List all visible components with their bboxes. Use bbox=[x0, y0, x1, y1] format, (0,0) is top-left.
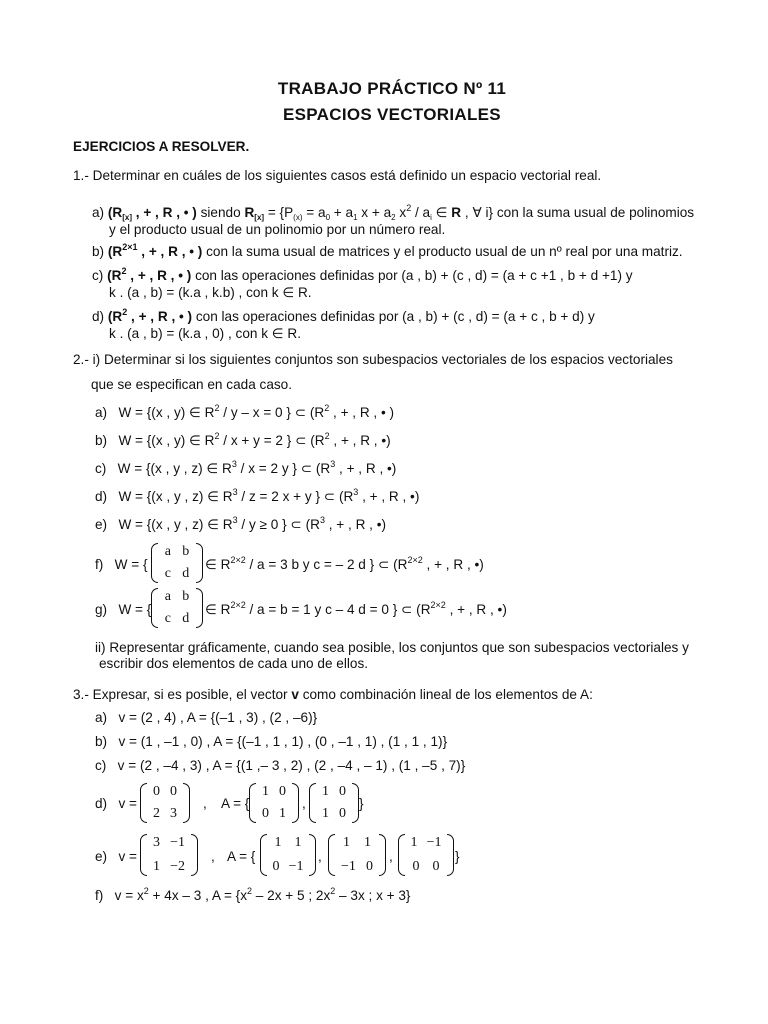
vector-matrix-3d: 0 0 2 3 bbox=[140, 783, 190, 823]
exercise-2f-label: f) W = { bbox=[95, 557, 148, 572]
page-title: TRABAJO PRÁCTICO Nº 11 bbox=[277, 79, 507, 98]
exercise-2-ii-line2: escribir dos elementos de cada uno de ellos. bbox=[99, 656, 369, 671]
exercise-1a: a) ($R_{[x]}$ , + , R , • ) siendo $R_{[x]} = \{P_{(x)} = a_0 + a_1$ $x + a_2$ $x^2 / a_i$ ∈ R , ∀ i} con la suma usual de polinomios bbox=[92, 203, 695, 222]
exercise-1a-line2: y el producto usual de un polinomio por un número real. bbox=[109, 222, 446, 237]
matrix-3e-3: 1 −1 0 0 bbox=[398, 834, 454, 876]
exercise-3d-set: A = { bbox=[221, 796, 250, 811]
matrix-2f: a b c d bbox=[151, 543, 203, 583]
exercise-3e-label: e) v = bbox=[95, 849, 137, 864]
exercise-2b: b) W = {(x , y) ∈ $R^2 / x + y = 2$ } ⊂ ($R^2$ , + , R , •) bbox=[95, 431, 391, 448]
exercise-2-intro: 2.- i) Determinar si los siguientes conjuntos son subespacios vectoriales de los espacios vectoriales bbox=[73, 352, 673, 367]
matrix-3e-2: 1 1 −1 0 bbox=[328, 834, 386, 876]
section-heading: EJERCICIOS A RESOLVER. bbox=[73, 139, 250, 154]
exercise-2c: c) W = {(x , y , z) ∈ $R^3 / x = 2$ y } ⊂ ($R^3$ , + , R , •) bbox=[95, 459, 397, 476]
matrix-3d-2: 1 0 1 0 bbox=[309, 783, 359, 823]
matrix-2g: a b c d bbox=[151, 588, 203, 628]
exercise-3e-set: A = { bbox=[227, 849, 256, 864]
exercise-3e-comma-1: , bbox=[318, 849, 322, 864]
exercise-3a: a) v = (2 , 4) , A = {(–1 , 3) , (2 , –6)} bbox=[95, 710, 318, 725]
page-subtitle: ESPACIOS VECTORIALES bbox=[283, 105, 501, 124]
exercise-3-intro: 3.- Expresar, si es posible, el vector v como combinación lineal de los elementos de A: bbox=[73, 687, 593, 702]
vector-matrix-3e: 3 −1 1 −2 bbox=[140, 834, 198, 876]
exercise-3d-close: } bbox=[359, 796, 364, 811]
item-label: a) bbox=[92, 205, 105, 220]
exercise-1b: b) ($R^{2\times 1}$ , + , R , • ) con la suma usual de matrices y el producto usual de un nº real por una matriz. bbox=[92, 242, 683, 259]
exercise-1d: d) ($R^2$ , + , R , • ) con las operaciones definidas por (a , b) + (c , d) = (a + c , b + d) y bbox=[92, 307, 595, 324]
exercise-1d-line2: k . (a , b) = (k.a , 0) , con k ∈ R. bbox=[109, 326, 302, 341]
exercise-3e-close: } bbox=[455, 849, 460, 864]
exercise-1c: c) ($R^2$ , + , R , • ) con las operaciones definidas por (a , b) + (c , d) = (a + c +1 , b + d +1) y bbox=[92, 266, 633, 283]
exercise-2e: e) W = {(x , y , z) ∈ $R^3 / y \ge 0$ } ⊂ ($R^3$ , + , R , •) bbox=[95, 515, 387, 532]
exercise-2-ii: ii) Representar gráficamente, cuando sea posible, los conjuntos que son subespacios vectoriales y bbox=[95, 640, 689, 655]
matrix-3d-1: 1 0 0 1 bbox=[249, 783, 299, 823]
exercise-2f-condition: ∈ $R^{2\times 2} / a = 3$ b y c = – 2 d } ⊂ ($R^{2\times 2}$ , + , R , •) bbox=[205, 555, 484, 572]
exercise-3d-label: d) v = bbox=[95, 796, 137, 811]
exercise-2d: d) W = {(x , y , z) ∈ $R^3 / z = 2$ x + y } ⊂ ($R^3$ , + , R , •) bbox=[95, 487, 420, 504]
exercise-3f: f) $v = x^2 + 4x - 3$ , $A = \{x^2 - 2x + 5$ ; $2x^2 - 3x$ ; x + 3} bbox=[95, 886, 411, 903]
exercise-2g-label: g) W = { bbox=[95, 602, 152, 617]
exercise-3c: c) v = (2 , –4 , 3) , A = {(1 ,– 3 , 2) , (2 , –4 , – 1) , (1 , –5 , 7)} bbox=[95, 758, 466, 773]
exercise-3e-comma-2: , bbox=[389, 849, 393, 864]
polynomial-space: $R_{[x]}$ bbox=[244, 205, 265, 222]
matrix-3e-1: 1 1 0 −1 bbox=[260, 834, 316, 876]
exercise-3e-sep: , bbox=[211, 849, 215, 864]
exercise-2a: a) W = {(x , y) ∈ $R^2 / y - x = 0$ } ⊂ ($R^2$ , + , R , • ) bbox=[95, 403, 395, 420]
exercise-3d-sep: , bbox=[203, 796, 207, 811]
exercise-3b: b) v = (1 , –1 , 0) , A = {(–1 , 1 , 1) , (0 , –1 , 1) , (1 , 1 , 1)} bbox=[95, 734, 448, 749]
space-notation: ($R_{[x]}$ , + , R , • ) bbox=[107, 205, 197, 222]
exercise-2g-condition: ∈ $R^{2\times 2} / a = b = 1$ y c – 4 d = 0 } ⊂ ($R^{2\times 2}$ , + , R , •) bbox=[205, 600, 507, 617]
exercise-3d-comma: , bbox=[302, 796, 306, 811]
exercise-1c-line2: k . (a , b) = (k.a , k.b) , con k ∈ R. bbox=[109, 285, 312, 300]
exercise-2-intro-line2: que se especifican en cada caso. bbox=[91, 377, 293, 392]
exercise-1-intro: 1.- Determinar en cuáles de los siguientes casos está definido un espacio vectorial real. bbox=[73, 168, 602, 183]
